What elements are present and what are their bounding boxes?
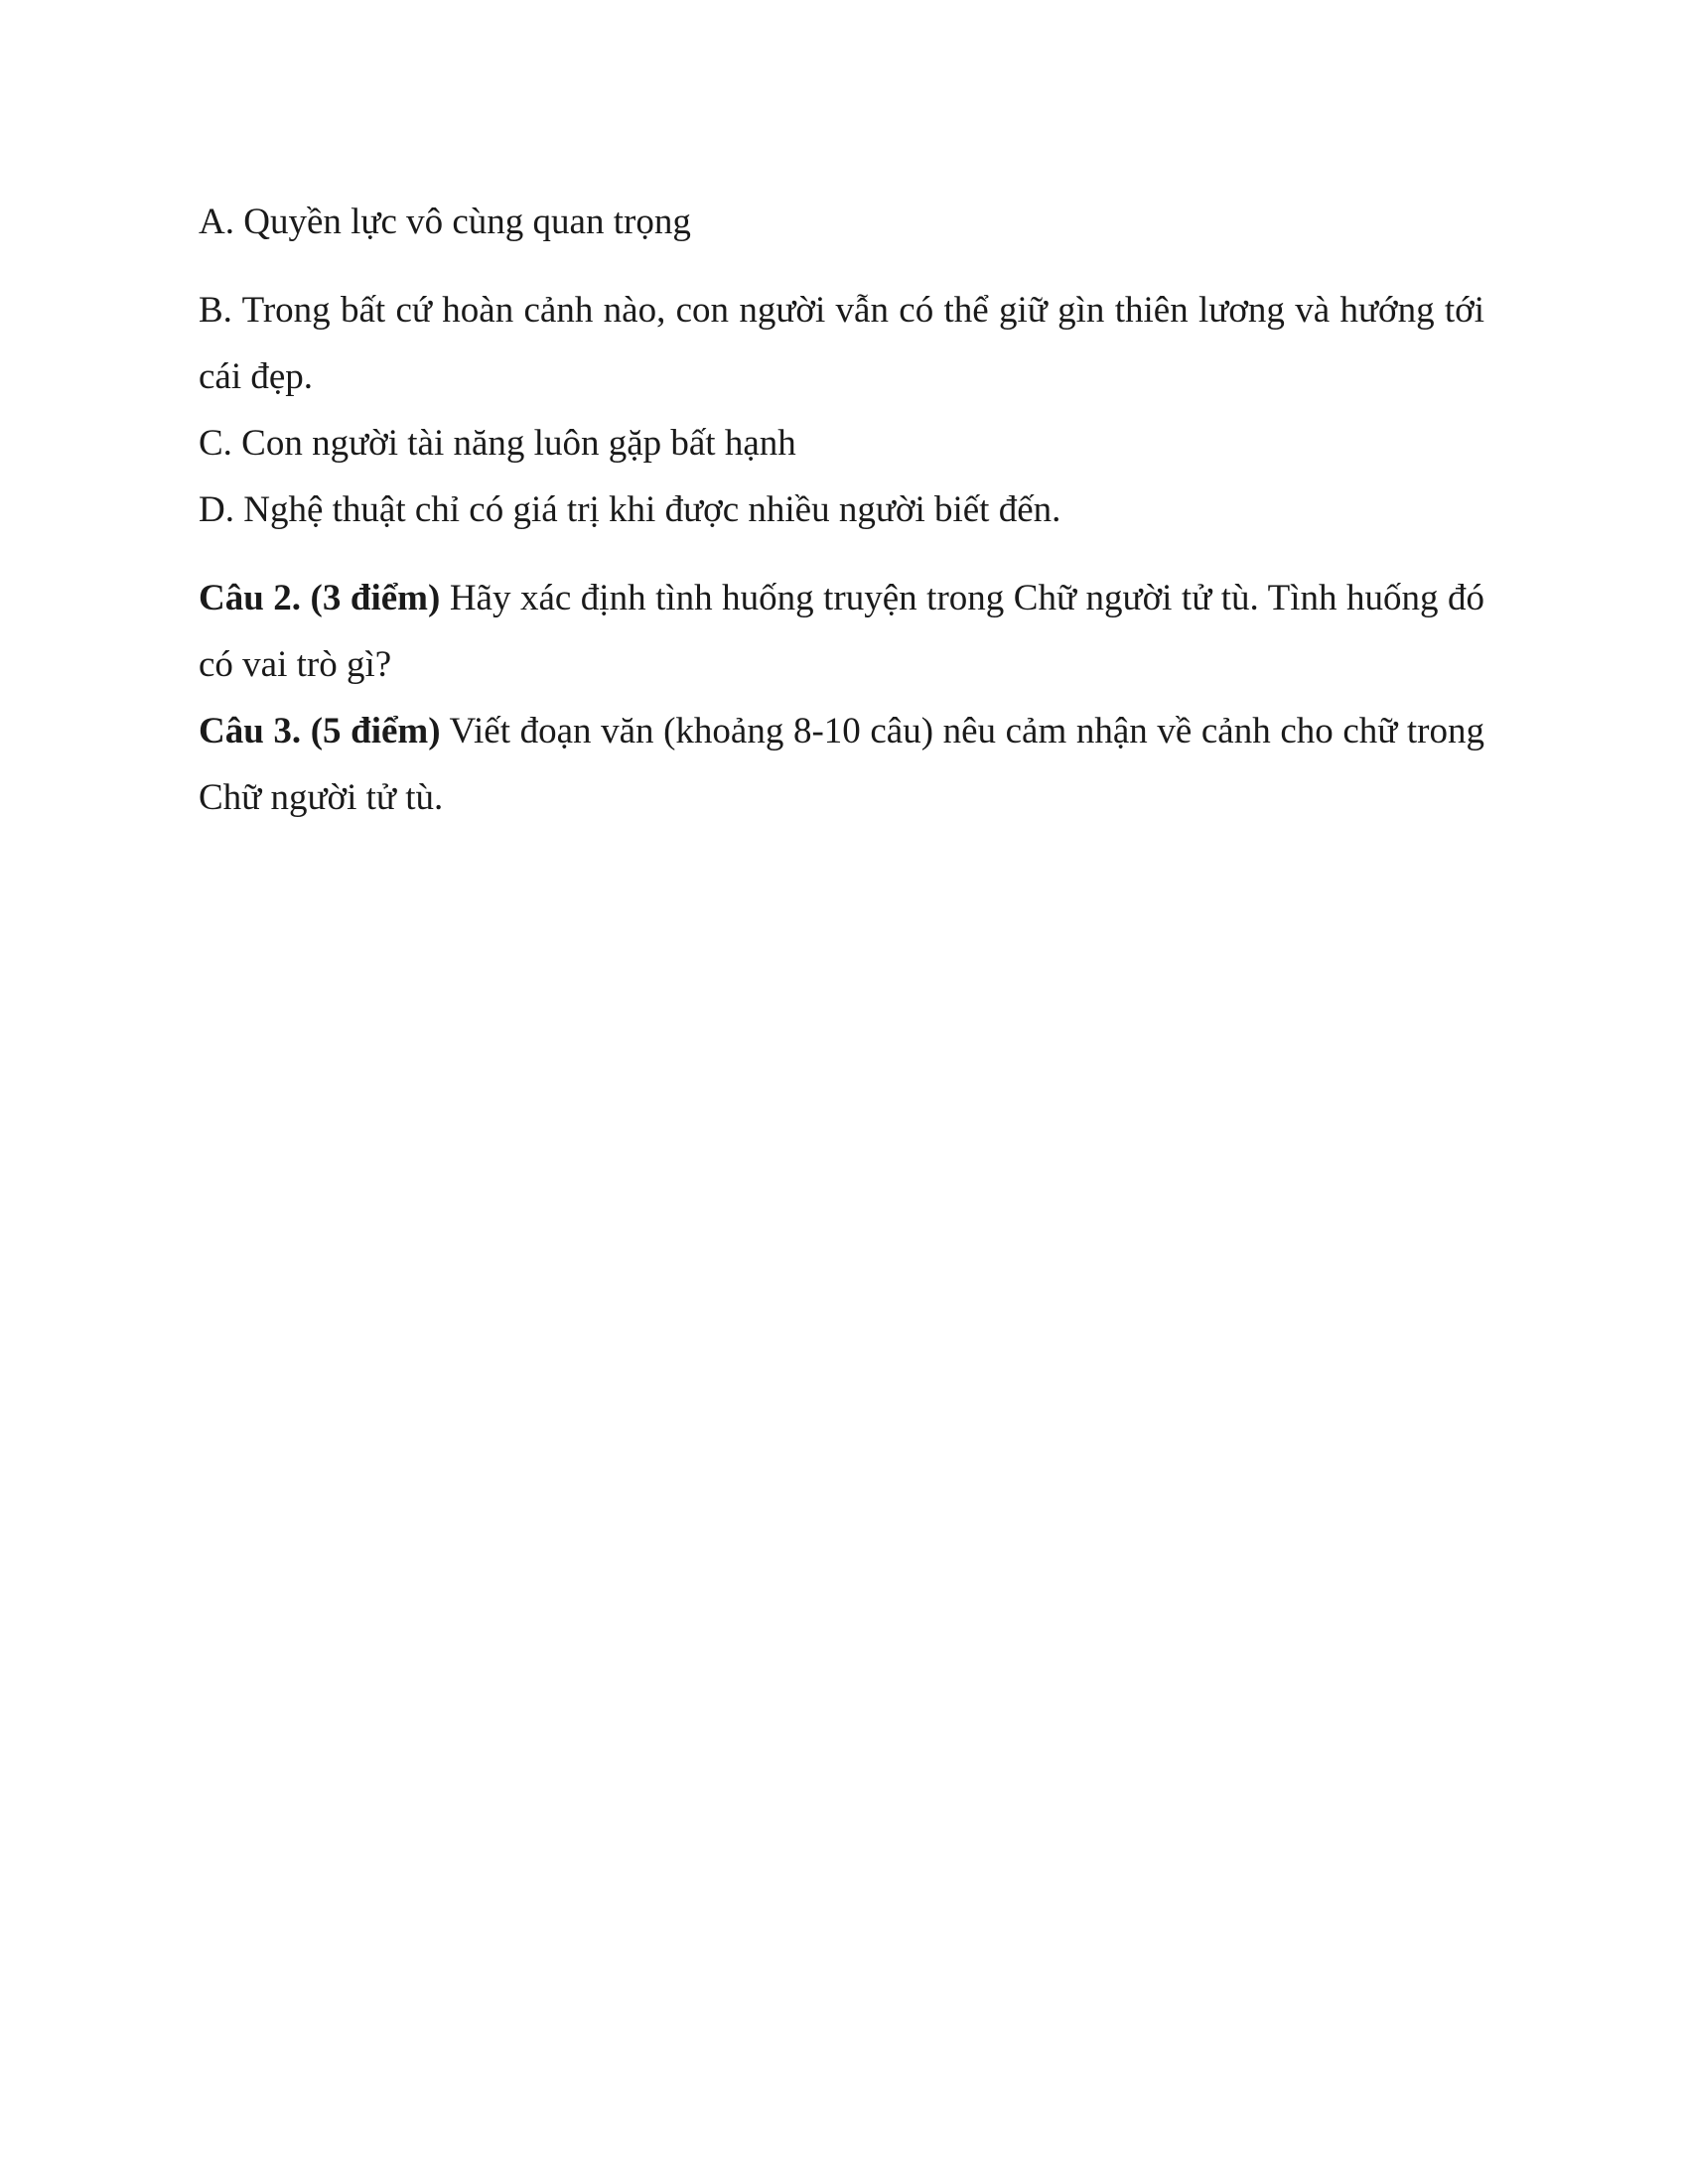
option-d: D. Nghệ thuật chỉ có giá trị khi được nhiều người biết đến. [199,489,1061,530]
question-3-label: Câu 3. (5 điểm) [199,711,441,751]
option-c: C. Con người tài năng luôn gặp bất hạnh [199,423,796,464]
question-2-label: Câu 2. (3 điểm) [199,578,441,618]
question-2-text: Hãy xác định tình huống truyện trong Chữ người tử tù. Tình huống đó có vai trò gì? [199,578,1484,685]
option-a: A. Quyền lực vô cùng quan trọng [199,202,691,242]
question-2 [199,565,1484,698]
question-3 [199,698,1484,831]
option-b: B. Trong bất cứ hoàn cảnh nào, con người vẫn có thể giữ gìn thiên lương và hướng tới cái đẹp. [199,290,1484,397]
question-3-text: Viết đoạn văn (khoảng 8-10 câu) nêu cảm nhận về cảnh cho chữ trong Chữ người tử tù. [199,711,1485,818]
document-page [199,189,1484,831]
